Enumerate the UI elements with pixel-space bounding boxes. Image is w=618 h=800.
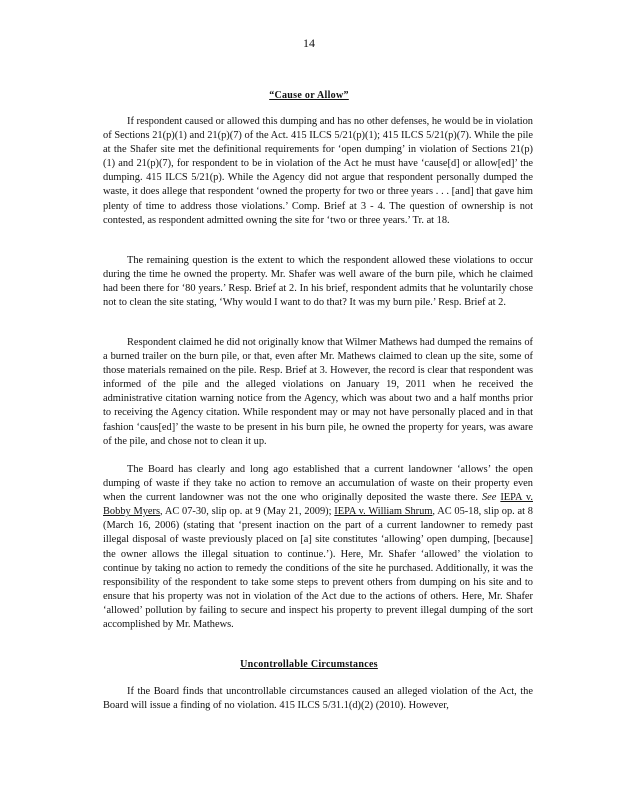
case-citation-shrum: IEPA v. William Shrum — [334, 506, 433, 518]
paragraph-board-established — [103, 463, 533, 632]
case-citation-myers: IEPA v. Bobby Myers — [103, 492, 533, 518]
signal-see: See — [481, 492, 497, 504]
paragraph-text: , AC 07-30, slip op. at 9 (May 21, 2009); — [160, 506, 332, 518]
page-number: 14 — [303, 36, 315, 50]
paragraph-cause-or-allow: If respondent caused or allowed this dumping and has no other defenses, he would be in violation of Sections 21(p)(1) and 21(p)(7) of the Act. 415 ILCS 5/21(p)(1); 415 ILCS 5/21(p)(7). While the pile at the Shafer site met the definitional requirements for ‘open dumping’ in violation of Sections 21(p) (1) and 21(p)(7), for respondent to be in violation of the Act he must have ‘cause[d] or allow[ed]’ the dumping. 415 ILCS 5/21(p). While the Agency did not argue that respondent personally dumped the waste, it does allege that respondent ‘owned the property for two or three years . . . [and] that gave him plenty of time to address those violations.’ Comp. Brief at 3 - 4. The question of ownership is not contested, as respondent admitted owning the site for ‘two or three years.’ Tr. at 18. — [103, 116, 533, 226]
paragraph-uncontrollable: If the Board finds that uncontrollable circumstances caused an alleged violation of the Act, the Board will issue a finding of no violation. 415 ILCS 5/31.1(d)(2) (2010). However, — [103, 686, 533, 712]
paragraph-text: , AC 05-18, slip op. at 8 (March 16, 2006) (stating that ‘present inaction on the part of a current landowner to remedy past illegal disposal of waste previously placed on [a] site constitutes ‘allowing’ open dumping, [because] the owner allows the illegal situation to continue.’). Here, Mr. Shafer ‘allowed’ the violation to continue by taking no action to remedy the conditions of the site he purchased. Additionally, it was the responsibility of the respondent to take some steps to prevent others from dumping on his site and to ensure that his property was not in violation of the Act due to the actions of others. Here, Mr. Shafer ‘allowed’ pollution by failing to secure and inspect his property to prevent illegal dumping of the sort accomplished by Mr. Mathews. — [103, 506, 533, 631]
paragraph-remaining-question: The remaining question is the extent to which the respondent allowed these violations to occur during the time he owned the property. Mr. Shafer was well aware of the burn pile, which he claimed had been there for ‘80 years.’ Resp. Brief at 2. In his brief, respondent admits that he voluntarily chose not to clean the site stating, ‘Why would I want to do that? It was my burn pile.’ Resp. Brief at 2. — [103, 255, 533, 309]
section-heading-cause-or-allow: “Cause or Allow” — [269, 90, 349, 101]
paragraph-respondent-claimed: Respondent claimed he did not originally know that Wilmer Mathews had dumped the remains of a burned trailer on the burn pile, or that, even after Mr. Mathews claimed to clean up the site, some of those materials remained on the pile. Resp. Brief at 3. However, the record is clear that respondent was informed of the pile and the alleged violations on January 19, 2011 when he received the administrative citation warning notice from the Agency, which was about two and a half months prior to receiving the Agency citation. While respondent may or may not have personally placed and in that fashion ‘caus[ed]’ the waste to be present in his burn pile, he owned the property for years, was aware of the pile, and chose not to clean it up. — [103, 337, 533, 447]
paragraph-text: The Board has clearly and long ago established that a current landowner ‘allows’ the open dumping of waste if they take no action to remove an accumulation of waste on their property even when the current landowner was not the one who originally deposited the waste there. — [103, 464, 533, 504]
section-heading-uncontrollable-circumstances: Uncontrollable Circumstances — [240, 659, 378, 670]
